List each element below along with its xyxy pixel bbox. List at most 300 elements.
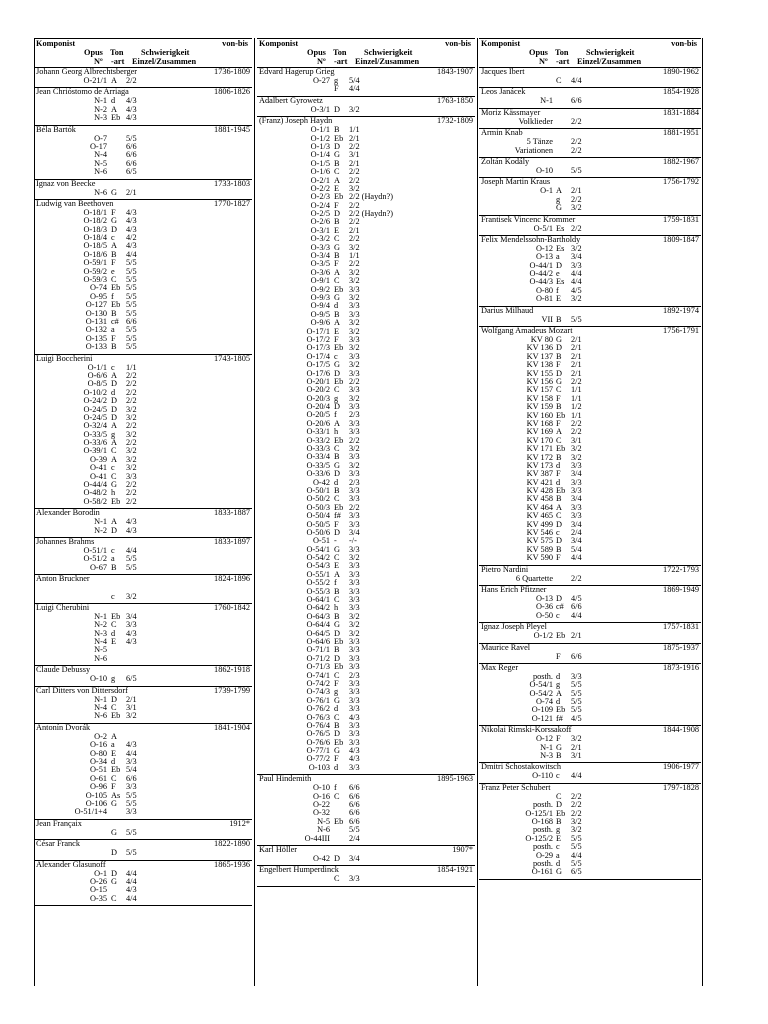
work-opus: O-10/2 [83,387,107,397]
work-opus: O-7 [94,133,107,143]
work-row [34,775,252,783]
work-opus: O-74/2 [306,678,330,688]
composer-name: Franz Peter Schubert [481,782,551,792]
work-row [34,168,252,176]
work-difficulty: 4/3 [126,104,137,114]
work-difficulty: 4/3 [126,525,137,535]
work-row [257,638,475,646]
work-row [479,395,701,403]
work-opus: 6 Quartette [515,573,553,583]
work-difficulty: 3/3 [571,671,582,681]
work-row [479,632,701,640]
work-key: Eb [556,808,566,818]
work-difficulty: 3/3 [126,807,137,817]
work-key: E [111,748,117,758]
work-difficulty: 3/4 [571,252,582,262]
work-difficulty: 2/2 [571,418,582,428]
work-opus: O-55/2 [306,578,330,588]
work-row [257,826,475,834]
work-key: G [334,150,340,160]
work-opus: O-20/3 [306,393,330,403]
work-opus: O-18/5 [83,241,107,251]
work-key: D [556,536,562,546]
work-difficulty: 6/6 [349,808,360,818]
work-opus: O-48/2 [83,488,107,498]
work-row [479,801,701,809]
work-key: Eb [334,376,344,386]
work-difficulty: 3/2 [126,429,137,439]
work-row [34,464,252,472]
work-opus: O-42 [312,853,330,863]
work-key: e [111,266,115,276]
work-difficulty: 4/4 [571,76,582,85]
work-row [257,210,475,218]
work-key: C [334,712,340,722]
composer-entry [257,866,475,886]
composer-dates: 1869-1949 [663,584,699,594]
work-difficulty: 4/3 [126,628,137,638]
work-difficulty: 3/3 [349,494,360,504]
composer-dates: 1756-1791 [663,326,699,336]
column-3 [479,38,701,986]
work-row [257,277,475,285]
work-difficulty: 5/5 [571,697,582,707]
work-difficulty: 5/4 [126,765,137,775]
composer-dates: 1739-1799 [214,685,250,695]
work-difficulty: 4/3 [349,754,360,764]
work-key: d [334,762,339,772]
composer-name: Luigi Boccherini [36,353,93,363]
composer-line [34,355,252,364]
header-nr: Nº [94,56,103,66]
work-row [34,696,252,704]
composer-line [479,307,701,316]
work-row [479,253,701,261]
work-opus: N-4 [94,150,107,160]
work-opus: KV 137 [526,351,553,361]
work-key: C [556,791,562,801]
work-opus: O-121 [531,713,553,723]
work-key: A [111,370,117,380]
composer-dates: 1770-1827 [214,198,250,208]
work-difficulty: 3/2 [349,553,360,563]
work-difficulty: 3/2 [571,817,582,826]
composer-entry [479,109,701,129]
work-difficulty: 3/4 [571,469,582,479]
work-difficulty: 3/3 [349,653,360,663]
work-opus: O-17/4 [306,351,330,361]
header-ton: Ton [333,48,347,57]
work-row [257,302,475,310]
work-row [479,370,701,378]
work-opus: O-16 [89,740,107,750]
composer-dates: 1833-1897 [214,536,250,546]
work-difficulty: 3/2 [349,444,360,454]
work-key: d [556,460,561,470]
work-difficulty: 5/5 [571,314,582,324]
work-difficulty: 3/2 [126,463,137,473]
composer-name: Karl Höller [259,844,298,854]
work-difficulty: 5/5 [126,283,137,293]
work-opus: KV 170 [526,435,553,445]
work-difficulty: 2/2 [349,502,360,512]
work-row [479,204,701,212]
work-difficulty: 2/2 [571,194,582,204]
work-difficulty: 6/6 [126,141,137,151]
work-opus: O-18/2 [83,216,107,226]
work-opus: O-54/3 [306,561,330,571]
work-opus: O-33/1 [306,427,330,437]
work-difficulty: 3/2 [571,444,582,454]
work-key: Eb [334,343,344,353]
composer-name: Frantisek Vincenc Krommer [481,214,576,224]
work-key: Eb [556,705,566,715]
work-row [34,301,252,309]
work-opus: O-127 [85,300,107,310]
column-divider [477,38,478,986]
composer-name: Jean Françaix [36,818,82,828]
composer-name: Joseph Martin Kraus [481,177,551,187]
work-difficulty: 6/6 [571,96,582,106]
composer-line [479,763,701,772]
composer-line [34,861,252,870]
work-key: D [334,853,340,863]
work-opus: O-59/3 [83,275,107,285]
work-opus: O-20/5 [306,410,330,420]
work-row [479,77,701,85]
work-difficulty: 3/2 [571,203,582,213]
work-row [34,849,252,857]
composer-dates: 1892-1974 [663,305,699,315]
composer-entry [479,586,701,623]
composer-name: Edvard Hagerup Grieg [259,67,335,76]
work-row [479,512,701,520]
work-row [257,353,475,361]
work-row [479,361,701,369]
work-opus: O-76/6 [306,737,330,747]
work-difficulty: 3/3 [126,471,137,481]
header-einzel-zusammen: Einzel/Zusammen [132,56,197,66]
work-row [257,579,475,587]
composer-entry [479,158,701,178]
header-einzel-zusammen: Einzel/Zusammen [577,56,642,66]
work-opus: O-35 [89,893,107,903]
work-difficulty: 1/1 [126,362,137,372]
work-opus: O-64/1 [306,595,330,605]
work-opus: N-1 [540,742,553,752]
work-row [257,495,475,503]
work-key: d [111,628,116,638]
work-opus: O-74 [535,697,553,707]
work-opus: O-51 [312,536,330,546]
work-key: C [334,385,340,395]
work-difficulty: 3/3 [349,637,360,646]
work-opus: O-130 [85,308,107,318]
work-key: g [334,393,339,403]
composer-line [257,97,475,106]
composer-entry [479,644,701,664]
work-opus: O-132 [85,325,107,335]
work-opus: N-1 [540,96,553,106]
work-opus: KV 590 [526,553,553,563]
work-difficulty: 3/2 [126,404,137,414]
work-row [479,420,701,428]
work-opus: O-16 [312,791,330,801]
work-key: B [556,817,562,826]
work-opus: N-2 [94,104,107,114]
work-difficulty: 2/2 [571,791,582,801]
work-opus: O-1/2 [533,631,553,641]
work-row [257,722,475,730]
composer-dates: 1763-1850 [437,95,473,105]
work-key: Eb [334,284,344,294]
work-difficulty: 3/3 [349,334,360,344]
work-key: D [334,402,340,412]
work-opus: O-9/2 [310,284,330,294]
work-opus: O-3/2 [310,234,330,244]
work-row [34,343,252,351]
work-key: G [111,480,117,490]
work-row [34,189,252,197]
work-key: c [111,233,115,243]
work-row [34,209,252,217]
composer-line [257,68,475,77]
work-row [479,287,701,295]
work-row [257,613,475,621]
work-key: F [334,259,339,269]
work-key: f [334,578,337,588]
work-key: A [111,454,117,464]
work-difficulty: 1/1 [571,385,582,395]
composer-name: Ignaz von Beecke [36,178,96,188]
work-row [34,750,252,758]
work-row [257,663,475,671]
work-opus: O-2/4 [310,200,330,210]
work-row [479,818,701,826]
work-difficulty: 2/4 [571,528,582,538]
work-difficulty: 5/5 [571,705,582,715]
work-difficulty: 3/4 [349,853,360,863]
composer-line [257,775,475,784]
work-row [479,437,701,445]
work-key: B [334,309,340,319]
work-row [34,792,252,800]
work-row [257,437,475,445]
work-opus: O-2/6 [310,217,330,227]
work-key: A [111,731,117,741]
work-opus: KV 138 [526,360,553,370]
work-difficulty: 2/2 [126,379,137,389]
composer-dates: 1759-1831 [663,214,699,224]
work-row [479,245,701,253]
work-opus: O-71/1 [306,645,330,655]
work-difficulty: 2/2 [571,145,582,155]
composer-line [34,604,252,613]
composer-name: Ignaz Joseph Pleyel [481,622,547,632]
work-row [34,151,252,159]
work-key: F [111,207,116,217]
work-row [257,764,475,772]
work-key: B [556,351,562,361]
work-difficulty: 1/2 [571,402,582,412]
work-row [257,462,475,470]
work-difficulty: 3/2 [126,446,137,456]
composer-dates: 1733-1803 [214,178,250,188]
work-opus: O-17/5 [306,360,330,370]
work-opus: KV 421 [526,477,553,487]
work-key: C [111,446,117,456]
work-key: G [111,827,117,837]
work-row [479,225,701,233]
work-opus: O-76/3 [306,712,330,722]
work-difficulty: 3/3 [349,368,360,378]
work-key: F [334,200,339,210]
work-opus: O-44/4 [83,480,107,490]
work-key: G [334,746,340,756]
work-row [34,242,252,250]
work-key: C [111,773,117,783]
work-row [257,688,475,696]
work-opus: VII [541,314,553,324]
work-key: d [111,96,116,106]
work-difficulty: 3/3 [349,569,360,579]
work-difficulty: 4/3 [126,241,137,251]
work-opus: N-5 [317,816,330,826]
work-row [257,126,475,134]
work-opus: O-55/1 [306,569,330,579]
work-opus: O-3/1 [310,104,330,114]
work-row [257,739,475,747]
work-row [479,428,701,436]
column-header [479,38,701,68]
work-opus: O-44III [304,833,330,843]
work-key: F [334,84,339,94]
work-opus: O-3/6 [310,267,330,277]
work-opus: O-18/3 [83,224,107,234]
work-row [34,217,252,225]
work-opus: O-50/4 [306,511,330,521]
work-row [34,380,252,388]
work-difficulty: 3/2 [571,825,582,835]
composer-dates: 1757-1831 [663,622,699,632]
work-row [34,251,252,259]
work-key: C [334,553,340,563]
work-row [257,470,475,478]
work-opus: O-27 [312,76,330,85]
work-opus: N-1 [94,96,107,106]
work-key: B [556,452,562,462]
header-art: -art [556,56,570,66]
composer-entry [479,327,701,566]
work-opus: O-54/2 [306,553,330,563]
work-row [34,878,252,886]
work-key: D [334,141,340,151]
work-difficulty: 3/3 [349,595,360,605]
work-row [479,445,701,453]
composer-dates: 1862-1918 [214,665,250,675]
work-key: C [111,703,117,713]
work-key: h [334,603,339,613]
work-difficulty: 2/2 [349,435,360,445]
work-key: Eb [111,765,121,775]
work-row [257,160,475,168]
composer-dates: 1912* [229,818,250,828]
work-key: c [111,463,115,473]
work-row [257,747,475,755]
work-opus: O-18/6 [83,249,107,259]
work-row [257,504,475,512]
work-difficulty: 2/4 [349,833,360,843]
work-opus: O-51 [89,765,107,775]
work-key: c [556,842,560,852]
header-nr: Nº [539,56,548,66]
work-row [479,97,701,105]
work-opus: O-50/6 [306,527,330,537]
composer-line [34,840,252,849]
header-nr: Nº [317,56,326,66]
work-opus: O-64/2 [306,603,330,613]
work-key: d [556,858,561,868]
work-row [479,537,701,545]
work-opus: O-96 [89,782,107,792]
work-key: Eb [334,192,344,202]
work-difficulty: 3/3 [571,511,582,521]
work-difficulty: 2/1 [571,368,582,378]
work-row [479,673,701,681]
work-row [257,403,475,411]
work-key: c# [556,602,564,612]
work-opus: O-12 [535,734,553,744]
work-opus: O-80 [89,748,107,758]
work-key: D [111,404,117,414]
work-difficulty: 6/5 [126,167,137,177]
work-opus: O-33/6 [83,438,107,448]
work-key: B [334,452,340,462]
work-difficulty: 6/6 [571,651,582,661]
work-key: E [556,833,562,843]
composer-dates: 1736-1809 [214,67,250,76]
work-row [257,344,475,352]
work-opus: Volklieder [518,116,553,126]
work-opus: KV 458 [526,494,553,504]
work-row [479,681,701,689]
work-difficulty: 3/3 [349,645,360,655]
composer-entry [34,604,252,666]
work-difficulty: 3/3 [126,620,137,630]
composer-entry [479,68,701,88]
work-difficulty: 3/3 [349,662,360,672]
work-difficulty: 6/6 [349,791,360,801]
composer-name: Ludwig van Beethoven [36,198,114,208]
work-row [34,712,252,720]
work-difficulty: 2/2 [349,376,360,386]
work-difficulty: 4/3 [126,207,137,217]
work-key: D [111,868,117,878]
work-difficulty: 2/2 [126,76,137,85]
work-difficulty: 2/3 [349,670,360,680]
work-opus: O-61 [89,773,107,783]
work-row [479,187,701,195]
work-key: C [556,385,562,395]
work-difficulty: 2/1 [349,133,360,143]
header-schwierigkeit: Schwierigkeit [364,48,413,57]
work-difficulty: 2/2 [571,427,582,437]
work-row [257,286,475,294]
work-key: g [334,687,339,697]
work-row [34,895,252,903]
work-opus: N-1 [94,611,107,621]
work-opus: N-6 [94,653,107,663]
